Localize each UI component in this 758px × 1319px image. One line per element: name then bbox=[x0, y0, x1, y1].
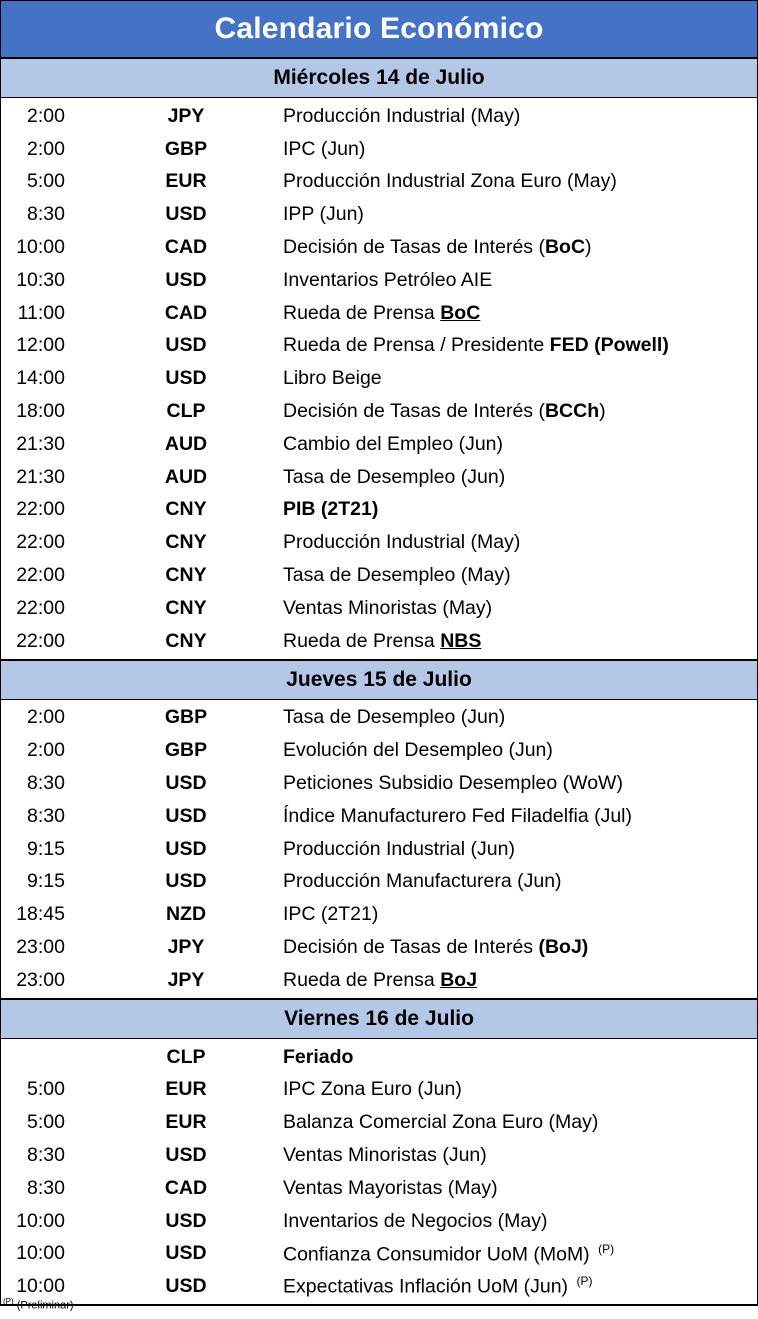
event-currency-cell bbox=[137, 203, 245, 226]
event-text: Producción Manufacturera (Jun) bbox=[283, 870, 562, 893]
event-currency-cell bbox=[137, 1046, 245, 1069]
event-currency: USD bbox=[165, 837, 207, 860]
event-time: 18:00 bbox=[16, 400, 65, 423]
event-currency: USD bbox=[165, 1275, 207, 1298]
event-list bbox=[1, 98, 757, 659]
event-description bbox=[283, 203, 757, 226]
event-row bbox=[1, 702, 757, 735]
event-currency: CNY bbox=[165, 596, 207, 619]
event-currency-cell bbox=[137, 969, 245, 992]
event-text: Rueda de Prensa bbox=[283, 968, 441, 991]
event-row bbox=[1, 264, 757, 297]
event-currency: EUR bbox=[165, 170, 207, 193]
day-block bbox=[1, 659, 757, 998]
event-row bbox=[1, 964, 757, 997]
event-time: 22:00 bbox=[16, 564, 65, 587]
event-row bbox=[1, 559, 757, 592]
event-institution: BoC bbox=[440, 301, 481, 324]
event-currency-cell bbox=[137, 936, 245, 959]
event-currency: USD bbox=[165, 367, 207, 390]
event-description bbox=[283, 630, 757, 653]
event-description bbox=[283, 236, 757, 259]
event-currency-cell bbox=[137, 1242, 245, 1265]
event-text: ) bbox=[585, 236, 592, 259]
event-currency-cell bbox=[137, 269, 245, 292]
event-currency-cell bbox=[137, 1275, 245, 1298]
event-currency: JPY bbox=[167, 104, 205, 127]
event-currency: GBP bbox=[164, 137, 208, 160]
event-text: Rueda de Prensa bbox=[283, 629, 441, 652]
event-row bbox=[1, 461, 757, 494]
event-row bbox=[1, 931, 757, 964]
event-list bbox=[1, 1039, 757, 1304]
event-currency-cell bbox=[137, 170, 245, 193]
event-currency-cell bbox=[137, 597, 245, 620]
event-currency: USD bbox=[165, 334, 207, 357]
event-text: Rueda de Prensa / Presidente bbox=[283, 334, 550, 357]
preliminary-mark: (P) bbox=[598, 1241, 615, 1256]
event-text: ) bbox=[599, 400, 606, 423]
footnote-text: (Preliminar) bbox=[13, 1299, 74, 1312]
event-currency-cell bbox=[137, 400, 245, 423]
event-row bbox=[1, 362, 757, 395]
day-block bbox=[1, 59, 757, 659]
event-time: 10:30 bbox=[16, 268, 65, 291]
event-emphasis: BoC bbox=[544, 236, 586, 259]
event-row bbox=[1, 592, 757, 625]
event-time: 22:00 bbox=[16, 498, 65, 521]
event-currency-cell bbox=[137, 236, 245, 259]
event-description bbox=[283, 433, 757, 456]
event-text: Cambio del Empleo (Jun) bbox=[283, 432, 504, 455]
event-currency: JPY bbox=[167, 936, 205, 959]
event-institution: NBS bbox=[440, 629, 482, 652]
event-currency: CNY bbox=[165, 531, 207, 554]
event-currency: EUR bbox=[165, 1111, 207, 1134]
event-description bbox=[283, 105, 757, 128]
event-description bbox=[283, 1210, 757, 1233]
event-description bbox=[283, 936, 757, 959]
event-currency: CAD bbox=[164, 236, 208, 259]
event-row bbox=[1, 1205, 757, 1238]
event-description bbox=[283, 969, 757, 992]
event-row bbox=[1, 866, 757, 899]
event-row bbox=[1, 1270, 757, 1303]
event-emphasis: Feriado bbox=[283, 1045, 354, 1068]
event-time: 22:00 bbox=[16, 596, 65, 619]
event-time: 2:00 bbox=[27, 137, 65, 160]
event-text: Peticiones Subsidio Desempleo (WoW) bbox=[283, 772, 623, 795]
event-description bbox=[283, 1111, 757, 1134]
event-text: Decisión de Tasas de Interés bbox=[283, 936, 539, 959]
event-row bbox=[1, 395, 757, 428]
event-text: IPC (2T21) bbox=[283, 903, 379, 926]
event-time: 2:00 bbox=[27, 706, 65, 729]
event-description bbox=[283, 367, 757, 390]
event-currency: USD bbox=[165, 1209, 207, 1232]
event-currency-cell bbox=[137, 838, 245, 861]
event-time: 9:15 bbox=[27, 870, 65, 893]
event-currency: USD bbox=[165, 1144, 207, 1166]
event-time: 8:30 bbox=[27, 1176, 65, 1199]
event-row bbox=[1, 100, 757, 133]
event-time: 9:15 bbox=[27, 837, 65, 860]
event-time: 5:00 bbox=[27, 1111, 65, 1134]
event-time: 2:00 bbox=[27, 104, 65, 127]
event-text: IPC (Jun) bbox=[283, 137, 366, 160]
event-row bbox=[1, 1172, 757, 1205]
event-currency: GBP bbox=[164, 706, 208, 729]
event-text: Ventas Mayoristas (May) bbox=[283, 1176, 498, 1199]
event-currency: USD bbox=[165, 1242, 207, 1265]
event-currency: CLP bbox=[166, 400, 206, 423]
event-row bbox=[1, 231, 757, 264]
event-row bbox=[1, 833, 757, 866]
event-row bbox=[1, 166, 757, 199]
event-text: Evolución del Desempleo (Jun) bbox=[283, 739, 553, 762]
event-row bbox=[1, 297, 757, 330]
event-emphasis: FED (Powell) bbox=[549, 334, 669, 357]
event-currency: JPY bbox=[167, 968, 205, 991]
event-text: IPP (Jun) bbox=[283, 203, 364, 226]
event-text: Ventas Minoristas (May) bbox=[283, 596, 493, 619]
event-emphasis: (BoJ) bbox=[538, 936, 589, 959]
event-row bbox=[1, 1238, 757, 1271]
event-text: Índice Manufacturero Fed Filadelfia (Jul) bbox=[283, 804, 632, 827]
event-description bbox=[283, 531, 757, 554]
event-currency: USD bbox=[165, 804, 207, 827]
event-text: IPC Zona Euro (Jun) bbox=[283, 1078, 462, 1101]
day-header: Jueves 15 de Julio bbox=[1, 659, 757, 700]
event-currency-cell bbox=[137, 1210, 245, 1233]
event-text: Producción Industrial (May) bbox=[283, 104, 521, 127]
footnote-mark: (P) bbox=[3, 1297, 14, 1306]
day-header: Viernes 16 de Julio bbox=[1, 998, 757, 1039]
event-time: 21:30 bbox=[16, 465, 65, 488]
event-emphasis: PIB (2T21) bbox=[283, 498, 379, 521]
event-currency-cell bbox=[137, 870, 245, 893]
event-currency: USD bbox=[165, 203, 207, 226]
event-text: Balanza Comercial Zona Euro (May) bbox=[283, 1111, 599, 1134]
event-text: Confianza Consumidor UoM (MoM) bbox=[283, 1243, 596, 1266]
day-header: Miércoles 14 de Julio bbox=[1, 59, 757, 98]
calendar-title: Calendario Económico bbox=[1, 1, 757, 59]
event-time: 23:00 bbox=[16, 968, 65, 991]
event-row bbox=[1, 625, 757, 658]
event-time: 8:30 bbox=[27, 203, 65, 226]
event-row bbox=[1, 767, 757, 800]
event-currency: CNY bbox=[165, 629, 207, 652]
event-currency: USD bbox=[165, 268, 207, 291]
event-description bbox=[283, 1046, 757, 1069]
event-time: 10:00 bbox=[16, 1275, 65, 1298]
event-row bbox=[1, 898, 757, 931]
event-currency: CLP bbox=[166, 1045, 206, 1068]
event-time: 18:45 bbox=[16, 903, 65, 926]
event-description bbox=[283, 138, 757, 161]
event-row bbox=[1, 494, 757, 527]
event-description bbox=[283, 269, 757, 292]
event-currency-cell bbox=[137, 302, 245, 325]
event-row bbox=[1, 198, 757, 231]
event-time: 23:00 bbox=[16, 936, 65, 959]
event-currency: CNY bbox=[165, 498, 207, 521]
event-text: Tasa de Desempleo (May) bbox=[283, 564, 511, 587]
event-description bbox=[283, 772, 757, 795]
event-text: Rueda de Prensa bbox=[283, 301, 441, 324]
event-description bbox=[283, 498, 757, 521]
event-currency-cell bbox=[137, 739, 245, 762]
event-time: 11:00 bbox=[17, 301, 65, 324]
event-description bbox=[283, 1078, 757, 1101]
event-currency-cell bbox=[137, 466, 245, 489]
event-row bbox=[1, 734, 757, 767]
event-currency: GBP bbox=[164, 739, 208, 762]
preliminary-mark: (P) bbox=[576, 1274, 593, 1289]
event-row bbox=[1, 428, 757, 461]
event-text: Producción Industrial Zona Euro (May) bbox=[283, 170, 617, 193]
calendar-days bbox=[1, 59, 757, 1304]
day-block bbox=[1, 998, 757, 1304]
event-description bbox=[283, 706, 757, 729]
event-currency-cell bbox=[137, 367, 245, 390]
event-description bbox=[283, 870, 757, 893]
event-currency-cell bbox=[137, 706, 245, 729]
event-currency-cell bbox=[137, 805, 245, 828]
event-currency: USD bbox=[165, 772, 207, 795]
event-time: 22:00 bbox=[16, 531, 65, 554]
event-description bbox=[283, 1242, 757, 1267]
event-currency-cell bbox=[137, 1144, 245, 1167]
event-currency: CNY bbox=[165, 564, 207, 587]
event-row bbox=[1, 330, 757, 363]
event-text: Expectativas Inflación UoM (Jun) bbox=[283, 1275, 574, 1298]
event-text: Libro Beige bbox=[283, 367, 382, 390]
event-time: 21:30 bbox=[16, 432, 65, 455]
event-currency-cell bbox=[137, 564, 245, 587]
event-currency: AUD bbox=[164, 465, 208, 488]
event-description bbox=[283, 466, 757, 489]
event-currency: CAD bbox=[164, 1176, 208, 1199]
event-time: 8:30 bbox=[27, 804, 65, 827]
event-emphasis: BCCh bbox=[544, 400, 600, 423]
event-currency-cell bbox=[137, 630, 245, 653]
event-text: Ventas Minoristas (Jun) bbox=[283, 1144, 487, 1166]
event-row bbox=[1, 1041, 757, 1074]
event-text: Decisión de Tasas de Interés ( bbox=[283, 400, 545, 423]
event-description bbox=[283, 838, 757, 861]
event-time: 10:00 bbox=[16, 1209, 65, 1232]
event-text: Tasa de Desempleo (Jun) bbox=[283, 465, 506, 488]
event-description bbox=[283, 334, 757, 357]
event-description bbox=[283, 1177, 757, 1200]
event-currency: EUR bbox=[165, 1078, 207, 1101]
event-description bbox=[283, 739, 757, 762]
event-time: 22:00 bbox=[16, 629, 65, 652]
event-description bbox=[283, 597, 757, 620]
event-description bbox=[283, 1144, 757, 1167]
event-row bbox=[1, 526, 757, 559]
event-description bbox=[283, 805, 757, 828]
event-time: 14:00 bbox=[16, 367, 65, 390]
event-currency: CAD bbox=[164, 301, 208, 324]
event-currency-cell bbox=[137, 772, 245, 795]
event-text: Inventarios Petróleo AIE bbox=[283, 268, 493, 291]
footnote bbox=[3, 1297, 74, 1312]
event-time: 10:00 bbox=[16, 1242, 65, 1265]
event-text: Producción Industrial (Jun) bbox=[283, 837, 515, 860]
event-row bbox=[1, 1139, 757, 1172]
event-institution: BoJ bbox=[440, 968, 478, 991]
event-text: Decisión de Tasas de Interés ( bbox=[283, 236, 545, 259]
event-time: 2:00 bbox=[27, 739, 65, 762]
event-time: 12:00 bbox=[16, 334, 65, 357]
event-currency-cell bbox=[137, 1078, 245, 1101]
event-currency: NZD bbox=[165, 903, 207, 926]
event-description bbox=[283, 564, 757, 587]
event-currency-cell bbox=[137, 138, 245, 161]
event-text: Inventarios de Negocios (May) bbox=[283, 1209, 548, 1232]
event-row bbox=[1, 1106, 757, 1139]
event-currency: USD bbox=[165, 870, 207, 893]
event-row bbox=[1, 1074, 757, 1107]
event-currency-cell bbox=[137, 1111, 245, 1134]
event-description bbox=[283, 1274, 757, 1299]
event-currency-cell bbox=[137, 334, 245, 357]
event-currency-cell bbox=[137, 1177, 245, 1200]
event-currency-cell bbox=[137, 105, 245, 128]
event-time: 10:00 bbox=[16, 236, 65, 259]
event-description bbox=[283, 903, 757, 926]
event-time: 5:00 bbox=[27, 1078, 65, 1101]
event-description bbox=[283, 400, 757, 423]
event-currency-cell bbox=[137, 498, 245, 521]
event-currency-cell bbox=[137, 903, 245, 926]
event-description bbox=[283, 302, 757, 325]
event-row bbox=[1, 800, 757, 833]
event-time: 8:30 bbox=[27, 772, 65, 795]
event-currency-cell bbox=[137, 531, 245, 554]
event-currency-cell bbox=[137, 433, 245, 456]
event-text: Tasa de Desempleo (Jun) bbox=[283, 706, 506, 729]
event-time: 8:30 bbox=[27, 1144, 65, 1166]
event-list bbox=[1, 700, 757, 998]
event-currency: AUD bbox=[164, 432, 208, 455]
event-time: 5:00 bbox=[27, 170, 65, 193]
event-text: Producción Industrial (May) bbox=[283, 531, 521, 554]
event-row bbox=[1, 133, 757, 166]
event-description bbox=[283, 170, 757, 193]
